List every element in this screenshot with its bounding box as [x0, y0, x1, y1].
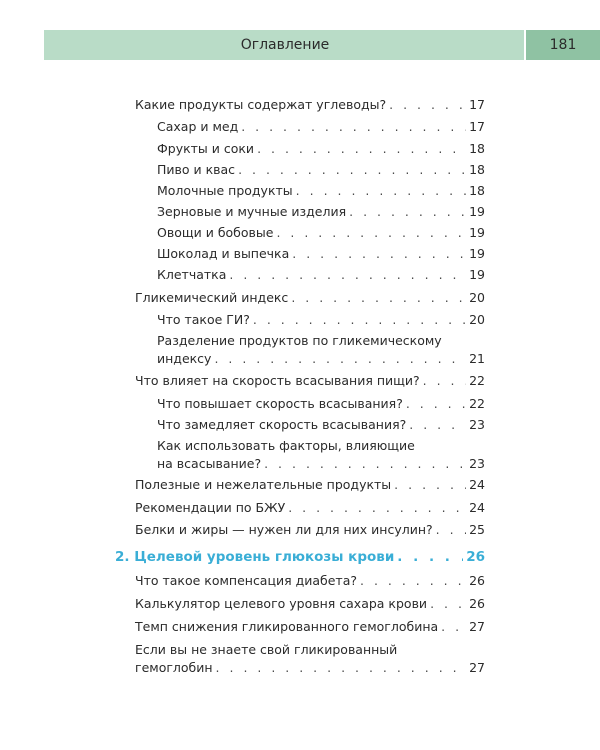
- toc-entry-title-line1: Как использовать факторы, влияющие: [157, 438, 415, 453]
- toc-leader-dots: [264, 455, 466, 473]
- toc-entry-title: Что такое ГИ?: [157, 312, 250, 327]
- toc-leader-dots: [389, 96, 466, 114]
- toc-entry-page: 23: [469, 417, 485, 432]
- toc-leader-dots: [423, 372, 466, 390]
- toc-entry-title: Молочные продукты: [157, 183, 293, 198]
- toc-leader-dots: [229, 266, 466, 284]
- toc-entry-title: индексу: [157, 351, 212, 366]
- toc-entry-page: 18: [469, 162, 485, 177]
- toc-entry[interactable]: [157, 266, 485, 284]
- toc-entry-title: Какие продукты содержат углеводы?: [135, 97, 387, 112]
- toc-entry-page: 27: [469, 660, 485, 675]
- toc-entry-page: 22: [469, 373, 485, 388]
- toc-leader-dots: [406, 395, 466, 413]
- toc-entry-title: Сахар и мед: [157, 119, 239, 134]
- toc-entry[interactable]: [135, 595, 485, 613]
- toc-entry-page: 22: [469, 396, 485, 411]
- toc-entry[interactable]: [157, 118, 485, 136]
- toc-leader-dots: [253, 311, 466, 329]
- toc-leader-dots: [257, 140, 466, 158]
- toc-entry[interactable]: [157, 224, 485, 242]
- toc-entry-title: Белки и жиры — нужен ли для них инсулин?: [135, 522, 433, 537]
- toc-entry-page: 27: [469, 619, 485, 634]
- toc-entry[interactable]: [157, 416, 485, 434]
- toc-entry-page: 19: [469, 246, 485, 261]
- toc-entry[interactable]: [157, 245, 485, 263]
- toc-entry-page: 20: [469, 290, 485, 305]
- toc-leader-dots: [360, 572, 466, 590]
- toc-entry-title: Рекомендации по БЖУ: [135, 500, 286, 515]
- toc-entry-title: Овощи и бобовые: [157, 225, 274, 240]
- toc-entry-title: Фрукты и соки: [157, 141, 255, 156]
- toc-leader-dots: [238, 161, 466, 179]
- toc-entry-title-line1: Если вы не знаете свой гликированный: [135, 642, 398, 657]
- toc-entry-page: 19: [469, 267, 485, 282]
- toc-entry-page: 21: [469, 351, 485, 366]
- toc-leader-dots: [436, 521, 466, 539]
- toc-entry-title: Шоколад и выпечка: [157, 246, 290, 261]
- toc-entry-page: 20: [469, 312, 485, 327]
- toc-leader-dots: [291, 289, 466, 307]
- toc-entry[interactable]: [135, 372, 485, 390]
- header-title: Оглавление: [44, 30, 526, 60]
- toc-leader-dots: [216, 659, 467, 677]
- toc-entry-title: Полезные и нежелательные продукты: [135, 477, 392, 492]
- toc-entry-title: Что такое компенсация диабета?: [135, 573, 357, 588]
- toc-leader-dots: [441, 618, 466, 636]
- toc-leader-dots: [276, 224, 466, 242]
- toc-entry[interactable]: [135, 96, 485, 114]
- toc-entry[interactable]: [157, 437, 485, 473]
- toc-entry-title: Зерновые и мучные изделия: [157, 204, 347, 219]
- toc-leader-dots: [296, 182, 466, 200]
- toc-entry-page: 17: [469, 97, 485, 112]
- toc-entry-page: 24: [469, 500, 485, 515]
- toc-entry[interactable]: [157, 332, 485, 368]
- toc-entry-title-line1: Разделение продуктов по гликемическому: [157, 333, 442, 348]
- toc-leader-dots: [241, 118, 466, 136]
- toc-entry-title: Клетчатка: [157, 267, 227, 282]
- toc-entry-page: 18: [469, 141, 485, 156]
- toc-entry-title: Темп снижения гликированного гемоглобина: [135, 619, 439, 634]
- toc-entry[interactable]: [135, 289, 485, 307]
- toc-entry-page: 24: [469, 477, 485, 492]
- toc-entry-title: Пиво и квас: [157, 162, 236, 177]
- toc-entry-page: 19: [469, 225, 485, 240]
- toc-entry-title: Калькулятор целевого уровня сахара крови: [135, 596, 428, 611]
- toc-entry-title: Что замедляет скорость всасывания?: [157, 417, 407, 432]
- page-number: 181: [526, 30, 600, 60]
- toc-entry[interactable]: [135, 499, 485, 517]
- toc-leader-dots: [394, 476, 466, 494]
- toc-entry[interactable]: [157, 395, 485, 413]
- toc-entry[interactable]: [157, 161, 485, 179]
- toc-entry[interactable]: [157, 203, 485, 221]
- toc-entry[interactable]: [135, 641, 485, 677]
- toc-chapter-title: 2. Целевой уровень глюкозы крови: [115, 549, 395, 565]
- toc-entry[interactable]: [135, 521, 485, 539]
- toc-entry-page: 23: [469, 456, 485, 471]
- toc-entry-page: 26: [469, 573, 485, 588]
- toc-entry-page: 17: [469, 119, 485, 134]
- toc-entry-title: Что повышает скорость всасывания?: [157, 396, 403, 411]
- toc-leader-dots: [214, 350, 466, 368]
- toc-leader-dots: [292, 245, 466, 263]
- toc-leader-dots: [409, 416, 466, 434]
- toc-entry-title: на всасывание?: [157, 456, 262, 471]
- toc-entry-page: 19: [469, 204, 485, 219]
- toc-chapter-page: 26: [466, 549, 485, 565]
- toc-entry[interactable]: [157, 311, 485, 329]
- toc-entry[interactable]: [135, 572, 485, 590]
- toc-leader-dots: [397, 548, 463, 566]
- toc-leader-dots: [288, 499, 466, 517]
- toc-entry[interactable]: [157, 182, 485, 200]
- toc-entry-page: 26: [469, 596, 485, 611]
- toc-entry-title: гемоглобин: [135, 660, 213, 675]
- toc-entry[interactable]: [135, 476, 485, 494]
- toc-leader-dots: [349, 203, 466, 221]
- toc-entry-title: Гликемический индекс: [135, 290, 289, 305]
- toc-entry-page: 25: [469, 522, 485, 537]
- toc-entry-title: Что влияет на скорость всасывания пищи?: [135, 373, 420, 388]
- toc-chapter[interactable]: [115, 548, 485, 566]
- toc-entry-page: 18: [469, 183, 485, 198]
- toc-entry[interactable]: [157, 140, 485, 158]
- toc-entry[interactable]: [135, 618, 485, 636]
- toc-leader-dots: [430, 595, 466, 613]
